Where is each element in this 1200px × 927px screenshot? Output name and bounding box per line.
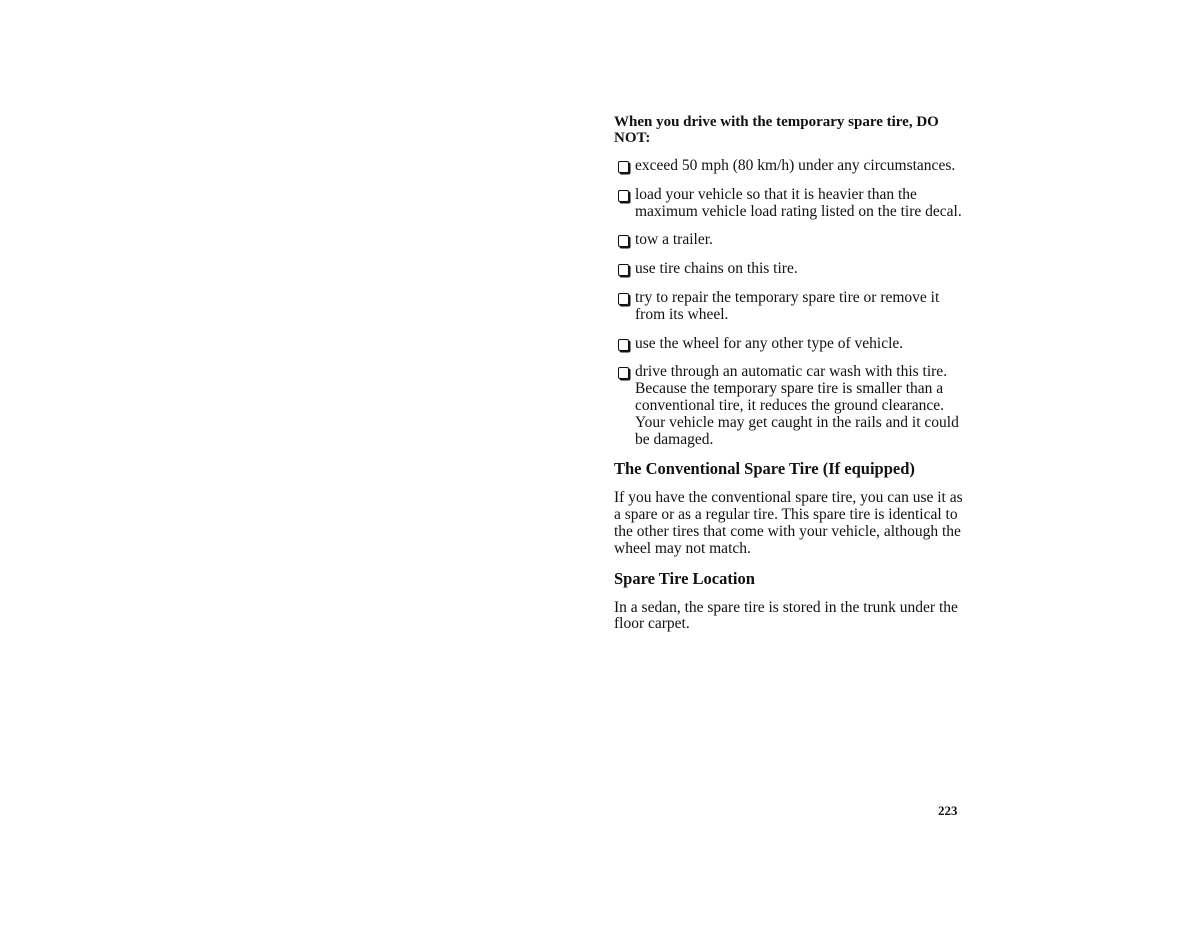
checkbox-icon bbox=[618, 293, 629, 305]
list-item-text: load your vehicle so that it is heavier than the maximum vehicle load rating listed on the tire decal. bbox=[635, 185, 962, 220]
list-item bbox=[614, 364, 964, 448]
text-column bbox=[614, 114, 964, 645]
checkbox-icon bbox=[618, 235, 629, 247]
list-item-text: use tire chains on this tire. bbox=[635, 260, 798, 278]
conventional-spare-paragraph: If you have the conventional spare tire, you can use it as a spare or as a regular tire. This spare tire is identical to the other tires that come with your vehicle, although the wheel may not match. bbox=[614, 489, 963, 557]
list-item bbox=[614, 158, 964, 175]
spare-location-paragraph: In a sedan, the spare tire is stored in the trunk under the floor carpet. bbox=[614, 598, 958, 633]
spare-location-heading: Spare Tire Location bbox=[614, 568, 755, 588]
list-item bbox=[614, 290, 964, 324]
list-item-text: try to repair the temporary spare tire or remove it from its wheel. bbox=[635, 288, 940, 323]
warning-lead: When you drive with the temporary spare tire, DO NOT: bbox=[614, 114, 939, 146]
checkbox-icon bbox=[618, 367, 629, 379]
warning-list bbox=[614, 158, 964, 448]
list-item bbox=[614, 261, 964, 278]
list-item-text: tow a trailer. bbox=[635, 231, 713, 249]
list-item-text: exceed 50 mph (80 km/h) under any circumstances. bbox=[635, 157, 956, 174]
checkbox-icon bbox=[618, 161, 629, 173]
list-item bbox=[614, 232, 964, 249]
checkbox-icon bbox=[618, 190, 629, 202]
checkbox-icon bbox=[618, 264, 629, 276]
checkbox-icon bbox=[618, 339, 629, 351]
list-item-text: drive through an automatic car wash with this tire. Because the temporary spare tire is smaller than a conventional tire, it reduces the ground clearance. Your vehicle may get caught in the rails and it could be damaged. bbox=[635, 363, 959, 448]
list-item bbox=[614, 336, 964, 353]
list-item-text: use the wheel for any other type of vehicle. bbox=[635, 334, 904, 352]
list-item bbox=[614, 187, 964, 221]
page-number: 223 bbox=[938, 803, 958, 818]
conventional-spare-heading: The Conventional Spare Tire (If equipped) bbox=[614, 459, 915, 479]
